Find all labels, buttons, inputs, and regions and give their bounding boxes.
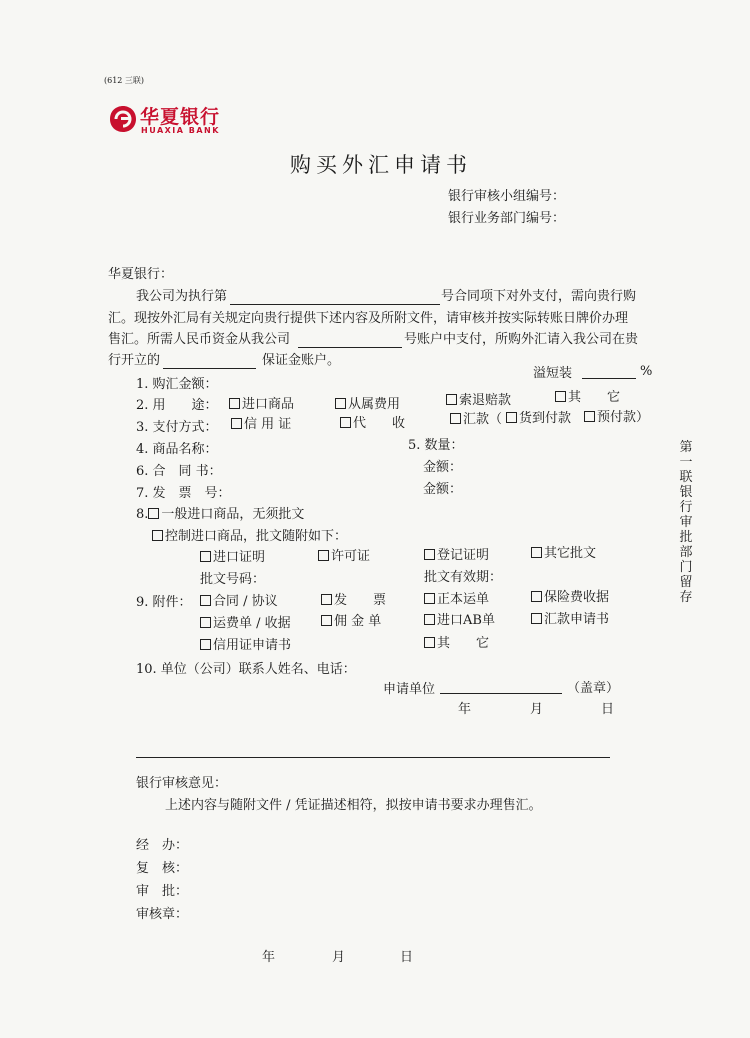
checkbox[interactable]: [321, 615, 332, 626]
checkbox[interactable]: [531, 613, 542, 624]
attach-bill-of-lading-option[interactable]: 正本运单: [424, 592, 489, 608]
checkbox[interactable]: [335, 398, 346, 409]
bank-name-cn: 华夏银行: [140, 106, 221, 128]
checkbox[interactable]: [200, 595, 211, 606]
attach-invoice-option[interactable]: 发 票: [321, 593, 386, 609]
body-line1-a: 我公司为执行第: [136, 289, 228, 304]
checkbox[interactable]: [531, 547, 542, 558]
review-month-label: 月: [332, 950, 346, 965]
approval-license-option[interactable]: 许可证: [318, 549, 370, 565]
review-year-label: 年: [262, 950, 276, 965]
checkbox[interactable]: [555, 391, 566, 402]
rmb-account-field[interactable]: [298, 347, 402, 348]
approval-no-label: 批文号码：: [200, 572, 266, 587]
payment-remittance-option[interactable]: 汇款（: [450, 412, 502, 428]
approval-validity-label: 批文有效期：: [424, 570, 503, 585]
amount-label: 1. 购汇金额：: [136, 377, 218, 392]
goods-name-label: 4. 商品名称：: [136, 442, 218, 457]
checkbox[interactable]: [200, 617, 211, 628]
invoice-label: 7. 发 票 号：: [136, 486, 231, 501]
contract-no-field[interactable]: [230, 304, 440, 305]
checkbox[interactable]: [340, 417, 351, 428]
applicant-field[interactable]: [440, 693, 562, 694]
attachments-label: 9. 附件：: [136, 595, 192, 610]
contract-label: 6. 合 同 书：: [136, 464, 222, 479]
contract-amount-label: 金额：: [423, 460, 463, 475]
approval-registration-option[interactable]: 登记证明: [424, 548, 489, 564]
tolerance-field[interactable]: [582, 378, 636, 379]
attach-contract-option[interactable]: 合同 / 协议: [200, 594, 278, 610]
checkbox[interactable]: [229, 398, 240, 409]
purpose-label: 2. 用 途：: [136, 398, 218, 413]
purpose-import-goods-option[interactable]: 进口商品: [229, 397, 294, 413]
payment-prepay-option[interactable]: 预付款）: [584, 410, 649, 426]
applicant-label: 申请单位: [383, 682, 436, 697]
controlled-import-option[interactable]: 控制进口商品，批文随附如下：: [152, 529, 347, 545]
general-import-option[interactable]: 8. 一般进口商品，无须批文: [136, 507, 305, 522]
applicant-year-label: 年: [458, 702, 472, 717]
attach-import-ab-option[interactable]: 进口AB单: [424, 613, 495, 629]
approval-other-option[interactable]: 其它批文: [531, 546, 596, 562]
body-line4-a: 行开立的: [108, 353, 161, 368]
body-line1-b: 号合同项下对外支付，需向贵行购: [441, 289, 637, 304]
body-line3-b: 号账户中支付，所购外汇请入我公司在贵: [404, 332, 639, 347]
body-line4-b: 保证金账户。: [262, 353, 341, 368]
business-dept-no-label: 银行业务部门编号：: [448, 211, 566, 226]
review-opinion-label: 银行审核意见：: [136, 776, 228, 791]
approval-import-cert-option[interactable]: 进口证明: [200, 550, 265, 566]
checkbox[interactable]: [424, 593, 435, 604]
purpose-other-option[interactable]: 其 它: [555, 390, 620, 406]
bank-name-en: HUAXIA BANK: [141, 126, 220, 135]
checkbox[interactable]: [148, 508, 159, 519]
copy-label: 第一联 银行审批部门留存: [679, 440, 706, 605]
addressee: 华夏银行：: [108, 267, 174, 282]
attach-insurance-option[interactable]: 保险费收据: [531, 590, 609, 606]
contact-label: 10. 单位（公司）联系人姓名、电话：: [136, 662, 356, 677]
recheck-label: 复 核：: [136, 861, 189, 876]
checkbox[interactable]: [450, 413, 461, 424]
payment-collection-option[interactable]: 代 收: [340, 416, 405, 432]
attach-other-option[interactable]: 其 它: [424, 636, 489, 652]
checkbox[interactable]: [506, 412, 517, 423]
tolerance-label: 溢短装: [533, 366, 573, 381]
quantity-label: 5. 数量：: [408, 438, 464, 453]
huaxia-logo-icon: [108, 104, 138, 134]
form-code: (612 三联): [104, 76, 145, 85]
payment-cash-on-delivery-option[interactable]: 货到付款: [506, 411, 571, 427]
approve-label: 审 批：: [136, 884, 189, 899]
review-seal-label: 审核章：: [136, 907, 189, 922]
checkbox[interactable]: [584, 411, 595, 422]
checkbox[interactable]: [446, 394, 457, 405]
checkbox[interactable]: [531, 591, 542, 602]
applicant-seal-label: （盖章）: [567, 681, 620, 696]
review-group-no-label: 银行审核小组编号：: [448, 189, 566, 204]
body-line3-a: 售汇。所需人民币资金从我公司: [108, 332, 291, 347]
checkbox[interactable]: [231, 418, 242, 429]
checkbox[interactable]: [200, 551, 211, 562]
purpose-ancillary-fees-option[interactable]: 从属费用: [335, 397, 400, 413]
tolerance-unit: %: [640, 364, 653, 379]
checkbox[interactable]: [321, 594, 332, 605]
attach-lc-app-option[interactable]: 信用证申请书: [200, 638, 291, 654]
purpose-refund-claim-option[interactable]: 索退赔款: [446, 393, 511, 409]
checkbox[interactable]: [152, 530, 163, 541]
checkbox[interactable]: [424, 549, 435, 560]
attach-freight-option[interactable]: 运费单 / 收据: [200, 616, 291, 632]
section-divider: [136, 757, 610, 758]
checkbox[interactable]: [200, 639, 211, 650]
checkbox[interactable]: [424, 637, 435, 648]
page-title: 购买外汇申请书: [290, 153, 472, 177]
review-opinion-text: 上述内容与随附文件 / 凭证描述相符，拟按申请书要求办理售汇。: [165, 798, 542, 813]
deposit-account-field[interactable]: [163, 368, 256, 369]
payment-lc-option[interactable]: 信 用 证: [231, 417, 291, 433]
applicant-day-label: 日: [601, 702, 615, 717]
review-day-label: 日: [400, 950, 414, 965]
body-line2: 汇。现按外汇局有关规定向贵行提供下述内容及所附文件，请审核并按实际转账日牌价办理: [108, 311, 629, 326]
payment-method-label: 3. 支付方式：: [136, 420, 218, 435]
invoice-amount-label: 金额：: [423, 482, 463, 497]
applicant-month-label: 月: [530, 702, 544, 717]
checkbox[interactable]: [424, 614, 435, 625]
attach-commission-option[interactable]: 佣 金 单: [321, 614, 381, 630]
handler-label: 经 办：: [136, 838, 189, 853]
attach-remittance-app-option[interactable]: 汇款申请书: [531, 612, 609, 628]
checkbox[interactable]: [318, 550, 329, 561]
